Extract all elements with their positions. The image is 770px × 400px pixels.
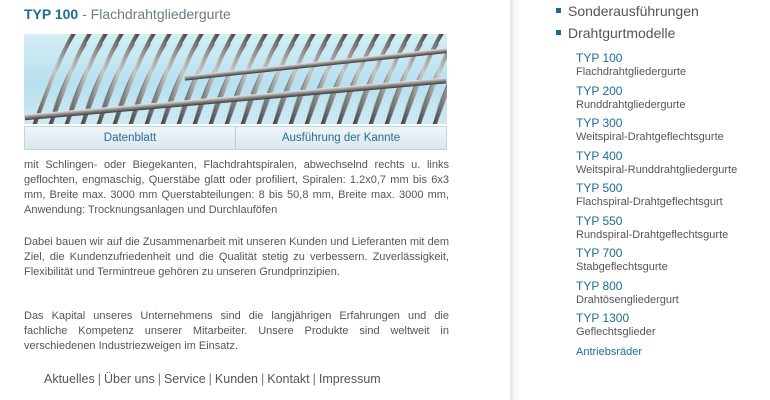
model-link-typ-1300[interactable] xyxy=(576,312,737,339)
page-title xyxy=(24,6,231,22)
footer-separator: | xyxy=(312,372,316,386)
tab-ausfuehrung-kante[interactable]: Ausführung der Kannte xyxy=(235,127,446,149)
sidebar-item-label: Sonderausführungen xyxy=(568,3,699,19)
model-subtitle: - Flachdrahtgliedergurte xyxy=(78,6,231,22)
footer-link-aktuelles[interactable]: Aktuelles xyxy=(44,372,95,386)
model-link-typ-100[interactable] xyxy=(576,52,737,79)
footer-link-service[interactable]: Service xyxy=(163,372,206,386)
wire-mesh-belt-photo xyxy=(24,34,447,124)
sidebar-item-sonderausfuehrungen[interactable] xyxy=(556,0,699,22)
model-link-typ-200[interactable] xyxy=(576,85,737,112)
sidebar xyxy=(520,0,770,400)
description-paragraph: mit Schlingen- oder Biegekanten, Flachdrahtspiralen, abwechselnd rechts u. links geflochten, engmaschig, Querstäbe glatt oder profiliert, Spiralen: 1.2x0,7 mm bis 6x3 mm, Breite max. 3000 mm Querstabteilungen: 8 bis 50,8 mm, Breite max. 3000 mm, Anwendung: Trocknungsanlagen und Durchlauföfen xyxy=(24,159,449,216)
model-code: TYP 550 xyxy=(576,213,623,228)
model-list xyxy=(576,52,737,359)
sidebar-top-nav xyxy=(556,0,699,44)
footer-separator: | xyxy=(261,372,265,386)
product-tabs xyxy=(24,126,447,150)
link-antriebsraeder[interactable]: Antriebsräder xyxy=(576,346,643,358)
footer-link-kunden[interactable]: Kunden xyxy=(214,372,259,386)
model-desc: Rundspiral-Drahtgeflechtsgurte xyxy=(576,228,729,241)
footer-separator: | xyxy=(97,372,101,386)
model-link-typ-700[interactable] xyxy=(576,247,737,274)
column-divider xyxy=(510,0,520,400)
footer-link-impressum[interactable]: Impressum xyxy=(318,372,381,386)
model-desc: Geflechtsglieder xyxy=(576,326,656,338)
cooperation-paragraph: Dabei bauen wir auf die Zusammenarbeit mit unseren Kunden und Lieferanten mit dem Ziel, die Kundenzufriedenheit und die Qualität stetig zu verbessern. Zuverlässigkeit, Flexibilität und Termintreue gehören zu unseren Grundprinzipien. xyxy=(24,236,449,278)
footer-separator: | xyxy=(208,372,212,386)
footer-link-ueber-uns[interactable]: Über uns xyxy=(103,372,155,386)
model-code: TYP 500 xyxy=(576,181,623,195)
capital-paragraph: Das Kapital unseres Unternehmens sind die langjährigen Erfahrungen und die fachliche Kompetenz unserer Mitarbeiter. Unsere Produkte sind weltweit in verschiedenen Industriezweigen im Einsatz. xyxy=(24,310,449,352)
model-code: TYP 700 xyxy=(576,246,623,260)
model-code: TYP 300 xyxy=(576,116,623,130)
model-desc: Weitspiral-Runddrahtgliedergurte xyxy=(576,163,738,176)
model-code: TYP 100 xyxy=(576,51,623,65)
model-desc: Weitspiral-Drahtgeflechtsgurte xyxy=(576,131,724,143)
model-link-typ-400[interactable] xyxy=(576,150,737,177)
tab-datenblatt[interactable]: Datenblatt xyxy=(103,132,157,144)
footer-link-kontakt[interactable]: Kontakt xyxy=(267,372,310,386)
footer-separator: | xyxy=(157,372,161,386)
model-link-typ-500[interactable] xyxy=(576,182,737,209)
footer-nav xyxy=(44,372,381,386)
model-desc: Stabgeflechtsgurte xyxy=(576,261,668,273)
model-code: TYP 400 xyxy=(576,148,623,163)
model-code: TYP 1300 xyxy=(576,311,630,325)
sidebar-item-drahtgurtmodelle[interactable] xyxy=(556,22,699,44)
model-desc: Drahtösengliedergurt xyxy=(576,293,679,306)
model-link-typ-300[interactable] xyxy=(576,117,737,144)
model-code: TYP 100 xyxy=(24,6,79,22)
sidebar-item-label: Drahtgurtmodelle xyxy=(568,25,676,41)
square-bullet-icon xyxy=(556,30,561,35)
model-desc: Flachspiral-Drahtgeflechtsgurt xyxy=(576,196,723,208)
model-code: TYP 800 xyxy=(576,278,623,293)
model-desc: Flachdrahtgliedergurte xyxy=(576,66,687,78)
model-link-typ-550[interactable] xyxy=(576,215,737,242)
square-bullet-icon xyxy=(556,8,561,13)
model-link-typ-800[interactable] xyxy=(576,280,737,307)
model-desc: Runddrahtgliedergurte xyxy=(576,98,686,111)
model-code: TYP 200 xyxy=(576,83,623,98)
